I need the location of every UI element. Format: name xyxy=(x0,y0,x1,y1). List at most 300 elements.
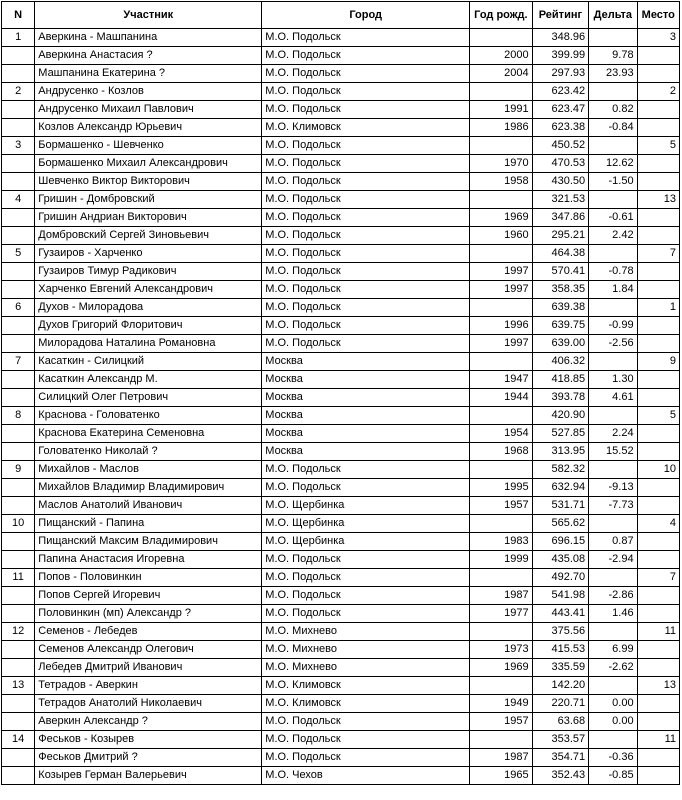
cell-place xyxy=(637,371,679,389)
cell-participant: Аверкин Александр ? xyxy=(35,713,262,731)
cell-rating: 565.62 xyxy=(532,515,589,533)
player-row xyxy=(2,659,680,677)
cell-place: 3 xyxy=(637,29,679,47)
player-row xyxy=(2,281,680,299)
cell-birth-year: 1995 xyxy=(470,479,533,497)
cell-place: 7 xyxy=(637,245,679,263)
cell-rating: 582.32 xyxy=(532,461,589,479)
cell-delta: 0.87 xyxy=(589,533,637,551)
cell-n xyxy=(2,317,35,335)
cell-birth-year: 2000 xyxy=(470,47,533,65)
cell-participant: Андрусенко - Козлов xyxy=(35,83,262,101)
cell-participant: Аверкина Анастасия ? xyxy=(35,47,262,65)
cell-city: М.О. Подольск xyxy=(262,245,470,263)
cell-delta: 12.62 xyxy=(589,155,637,173)
cell-delta xyxy=(589,677,637,695)
cell-city: М.О. Подольск xyxy=(262,263,470,281)
player-row xyxy=(2,479,680,497)
cell-birth-year: 1968 xyxy=(470,443,533,461)
player-row xyxy=(2,173,680,191)
cell-n: 11 xyxy=(2,569,35,587)
cell-participant: Гузаиров - Харченко xyxy=(35,245,262,263)
cell-city: Москва xyxy=(262,407,470,425)
cell-city: М.О. Подольск xyxy=(262,227,470,245)
cell-n: 1 xyxy=(2,29,35,47)
cell-participant: Феськов - Козырев xyxy=(35,731,262,749)
cell-place: 7 xyxy=(637,569,679,587)
cell-n: 9 xyxy=(2,461,35,479)
cell-place: 5 xyxy=(637,407,679,425)
player-row xyxy=(2,101,680,119)
cell-city: М.О. Подольск xyxy=(262,29,470,47)
cell-participant: Тетрадов Анатолий Николаевич xyxy=(35,695,262,713)
player-row xyxy=(2,767,680,785)
cell-delta xyxy=(589,515,637,533)
cell-place xyxy=(637,659,679,677)
team-row xyxy=(2,83,680,101)
table-body xyxy=(2,29,680,785)
cell-city: М.О. Подольск xyxy=(262,587,470,605)
cell-participant: Маслов Анатолий Иванович xyxy=(35,497,262,515)
cell-rating: 375.56 xyxy=(532,623,589,641)
cell-delta xyxy=(589,137,637,155)
cell-n xyxy=(2,263,35,281)
cell-city: М.О. Подольск xyxy=(262,281,470,299)
cell-rating: 527.85 xyxy=(532,425,589,443)
cell-place xyxy=(637,713,679,731)
cell-rating: 358.35 xyxy=(532,281,589,299)
cell-n xyxy=(2,173,35,191)
cell-delta: -2.56 xyxy=(589,335,637,353)
cell-city: М.О. Подольск xyxy=(262,605,470,623)
cell-place xyxy=(637,749,679,767)
cell-n xyxy=(2,227,35,245)
cell-delta xyxy=(589,569,637,587)
cell-n xyxy=(2,119,35,137)
cell-delta xyxy=(589,299,637,317)
cell-birth-year: 1954 xyxy=(470,425,533,443)
cell-n xyxy=(2,605,35,623)
cell-birth-year xyxy=(470,353,533,371)
cell-birth-year: 1987 xyxy=(470,749,533,767)
cell-place xyxy=(637,497,679,515)
player-row xyxy=(2,695,680,713)
cell-place xyxy=(637,425,679,443)
player-row xyxy=(2,587,680,605)
cell-city: М.О. Подольск xyxy=(262,65,470,83)
cell-birth-year xyxy=(470,461,533,479)
cell-rating: 354.71 xyxy=(532,749,589,767)
cell-n xyxy=(2,371,35,389)
cell-city: Москва xyxy=(262,389,470,407)
player-row xyxy=(2,641,680,659)
cell-rating: 632.94 xyxy=(532,479,589,497)
cell-city: М.О. Климовск xyxy=(262,695,470,713)
cell-rating: 63.68 xyxy=(532,713,589,731)
team-row xyxy=(2,353,680,371)
cell-birth-year: 1944 xyxy=(470,389,533,407)
cell-rating: 313.95 xyxy=(532,443,589,461)
player-row xyxy=(2,713,680,731)
cell-place xyxy=(637,767,679,785)
team-row xyxy=(2,191,680,209)
cell-participant: Бормашенко - Шевченко xyxy=(35,137,262,155)
cell-birth-year: 1973 xyxy=(470,641,533,659)
cell-place xyxy=(637,155,679,173)
header-n: N xyxy=(2,2,35,29)
cell-participant: Силицкий Олег Петрович xyxy=(35,389,262,407)
cell-birth-year: 1977 xyxy=(470,605,533,623)
cell-n: 5 xyxy=(2,245,35,263)
cell-rating: 541.98 xyxy=(532,587,589,605)
cell-rating: 415.53 xyxy=(532,641,589,659)
cell-rating: 393.78 xyxy=(532,389,589,407)
cell-city: Москва xyxy=(262,371,470,389)
cell-birth-year: 1996 xyxy=(470,317,533,335)
team-row xyxy=(2,299,680,317)
cell-delta: -0.78 xyxy=(589,263,637,281)
cell-place xyxy=(637,335,679,353)
cell-participant: Касаткин Александр М. xyxy=(35,371,262,389)
cell-participant: Андрусенко Михаил Павлович xyxy=(35,101,262,119)
cell-delta xyxy=(589,461,637,479)
player-row xyxy=(2,263,680,281)
cell-delta: -9.13 xyxy=(589,479,637,497)
cell-birth-year: 1965 xyxy=(470,767,533,785)
cell-birth-year: 1957 xyxy=(470,497,533,515)
cell-city: М.О. Чехов xyxy=(262,767,470,785)
cell-city: М.О. Подольск xyxy=(262,461,470,479)
cell-city: М.О. Подольск xyxy=(262,83,470,101)
cell-place xyxy=(637,173,679,191)
cell-city: М.О. Подольск xyxy=(262,101,470,119)
cell-n: 12 xyxy=(2,623,35,641)
cell-delta: -0.61 xyxy=(589,209,637,227)
cell-city: М.О. Подольск xyxy=(262,317,470,335)
cell-delta xyxy=(589,191,637,209)
player-row xyxy=(2,605,680,623)
cell-place xyxy=(637,587,679,605)
cell-delta: 4.61 xyxy=(589,389,637,407)
cell-city: Москва xyxy=(262,425,470,443)
cell-rating: 623.42 xyxy=(532,83,589,101)
cell-city: Москва xyxy=(262,353,470,371)
cell-participant: Пищанский Максим Владимирович xyxy=(35,533,262,551)
header-birth-year: Год рожд. xyxy=(470,2,533,29)
player-row xyxy=(2,227,680,245)
cell-city: М.О. Подольск xyxy=(262,569,470,587)
cell-n xyxy=(2,281,35,299)
cell-rating: 639.00 xyxy=(532,335,589,353)
cell-rating: 220.71 xyxy=(532,695,589,713)
cell-city: М.О. Михнево xyxy=(262,641,470,659)
cell-place xyxy=(637,641,679,659)
cell-participant: Гришин - Домбровский xyxy=(35,191,262,209)
cell-participant: Гузаиров Тимур Радикович xyxy=(35,263,262,281)
cell-n xyxy=(2,695,35,713)
player-row xyxy=(2,209,680,227)
cell-delta xyxy=(589,623,637,641)
player-row xyxy=(2,533,680,551)
cell-delta xyxy=(589,29,637,47)
cell-city: М.О. Щербинка xyxy=(262,515,470,533)
cell-place: 2 xyxy=(637,83,679,101)
cell-n xyxy=(2,389,35,407)
cell-birth-year xyxy=(470,83,533,101)
cell-n xyxy=(2,101,35,119)
team-row xyxy=(2,623,680,641)
cell-place xyxy=(637,65,679,83)
cell-birth-year: 1983 xyxy=(470,533,533,551)
cell-place xyxy=(637,101,679,119)
cell-n xyxy=(2,551,35,569)
player-row xyxy=(2,155,680,173)
cell-birth-year: 1947 xyxy=(470,371,533,389)
cell-participant: Головатенко Николай ? xyxy=(35,443,262,461)
cell-delta: -0.85 xyxy=(589,767,637,785)
cell-rating: 406.32 xyxy=(532,353,589,371)
cell-delta: 6.99 xyxy=(589,641,637,659)
cell-delta: -0.36 xyxy=(589,749,637,767)
cell-rating: 450.52 xyxy=(532,137,589,155)
cell-delta xyxy=(589,407,637,425)
header-row xyxy=(2,2,680,29)
cell-participant: Козырев Герман Валерьевич xyxy=(35,767,262,785)
team-row xyxy=(2,515,680,533)
team-row xyxy=(2,245,680,263)
cell-n xyxy=(2,425,35,443)
player-row xyxy=(2,65,680,83)
cell-birth-year: 1991 xyxy=(470,101,533,119)
cell-delta: 23.93 xyxy=(589,65,637,83)
cell-participant: Касаткин - Силицкий xyxy=(35,353,262,371)
cell-participant: Аверкина - Машпанина xyxy=(35,29,262,47)
cell-city: М.О. Михнево xyxy=(262,623,470,641)
cell-place xyxy=(637,479,679,497)
cell-birth-year xyxy=(470,623,533,641)
cell-participant: Милорадова Наталина Романовна xyxy=(35,335,262,353)
cell-city: М.О. Подольск xyxy=(262,47,470,65)
player-row xyxy=(2,317,680,335)
cell-rating: 399.99 xyxy=(532,47,589,65)
cell-delta: -0.99 xyxy=(589,317,637,335)
cell-place xyxy=(637,263,679,281)
cell-n: 8 xyxy=(2,407,35,425)
cell-birth-year: 1960 xyxy=(470,227,533,245)
cell-delta xyxy=(589,245,637,263)
cell-participant: Гришин Андриан Викторович xyxy=(35,209,262,227)
cell-city: М.О. Подольск xyxy=(262,749,470,767)
cell-n xyxy=(2,659,35,677)
cell-rating: 297.93 xyxy=(532,65,589,83)
header-rating: Рейтинг xyxy=(532,2,589,29)
cell-birth-year: 1957 xyxy=(470,713,533,731)
cell-participant: Шевченко Виктор Викторович xyxy=(35,173,262,191)
cell-rating: 348.96 xyxy=(532,29,589,47)
cell-birth-year: 1969 xyxy=(470,659,533,677)
cell-city: Москва xyxy=(262,443,470,461)
cell-participant: Попов Сергей Игоревич xyxy=(35,587,262,605)
player-row xyxy=(2,551,680,569)
cell-place: 10 xyxy=(637,461,679,479)
cell-city: М.О. Подольск xyxy=(262,713,470,731)
player-row xyxy=(2,47,680,65)
cell-place xyxy=(637,389,679,407)
player-row xyxy=(2,497,680,515)
cell-birth-year: 1997 xyxy=(470,335,533,353)
header-city: Город xyxy=(262,2,470,29)
cell-birth-year: 1999 xyxy=(470,551,533,569)
cell-participant: Пищанский - Папина xyxy=(35,515,262,533)
cell-n: 10 xyxy=(2,515,35,533)
cell-place: 4 xyxy=(637,515,679,533)
cell-birth-year xyxy=(470,137,533,155)
cell-rating: 420.90 xyxy=(532,407,589,425)
cell-rating: 531.71 xyxy=(532,497,589,515)
player-row xyxy=(2,443,680,461)
cell-rating: 295.21 xyxy=(532,227,589,245)
cell-participant: Михайлов - Маслов xyxy=(35,461,262,479)
header-delta: Дельта xyxy=(589,2,637,29)
cell-delta: -7.73 xyxy=(589,497,637,515)
cell-delta: 0.00 xyxy=(589,695,637,713)
cell-n xyxy=(2,443,35,461)
cell-city: М.О. Климовск xyxy=(262,677,470,695)
cell-participant: Лебедев Дмитрий Иванович xyxy=(35,659,262,677)
cell-delta: 2.42 xyxy=(589,227,637,245)
cell-place: 11 xyxy=(637,623,679,641)
cell-n xyxy=(2,209,35,227)
cell-city: М.О. Михнево xyxy=(262,659,470,677)
cell-place xyxy=(637,317,679,335)
cell-birth-year: 1986 xyxy=(470,119,533,137)
cell-delta xyxy=(589,83,637,101)
cell-rating: 352.43 xyxy=(532,767,589,785)
cell-n xyxy=(2,587,35,605)
player-row xyxy=(2,389,680,407)
player-row xyxy=(2,425,680,443)
cell-delta: 9.78 xyxy=(589,47,637,65)
cell-birth-year: 1949 xyxy=(470,695,533,713)
cell-n: 4 xyxy=(2,191,35,209)
cell-participant: Козлов Александр Юрьевич xyxy=(35,119,262,137)
cell-birth-year: 1958 xyxy=(470,173,533,191)
cell-place xyxy=(637,119,679,137)
cell-birth-year xyxy=(470,191,533,209)
cell-n xyxy=(2,155,35,173)
cell-rating: 464.38 xyxy=(532,245,589,263)
cell-participant: Папина Анастасия Игоревна xyxy=(35,551,262,569)
cell-delta: 2.24 xyxy=(589,425,637,443)
cell-rating: 639.38 xyxy=(532,299,589,317)
cell-n xyxy=(2,479,35,497)
cell-birth-year: 1969 xyxy=(470,209,533,227)
cell-n: 14 xyxy=(2,731,35,749)
cell-participant: Семенов - Лебедев xyxy=(35,623,262,641)
team-row xyxy=(2,731,680,749)
cell-delta: -0.84 xyxy=(589,119,637,137)
cell-birth-year xyxy=(470,407,533,425)
cell-place: 9 xyxy=(637,353,679,371)
cell-delta xyxy=(589,353,637,371)
cell-city: М.О. Подольск xyxy=(262,155,470,173)
cell-birth-year xyxy=(470,515,533,533)
cell-birth-year: 2004 xyxy=(470,65,533,83)
cell-rating: 639.75 xyxy=(532,317,589,335)
cell-rating: 696.15 xyxy=(532,533,589,551)
cell-rating: 418.85 xyxy=(532,371,589,389)
cell-n: 2 xyxy=(2,83,35,101)
cell-place xyxy=(637,533,679,551)
cell-n: 7 xyxy=(2,353,35,371)
team-row xyxy=(2,407,680,425)
cell-birth-year xyxy=(470,731,533,749)
cell-city: М.О. Щербинка xyxy=(262,497,470,515)
team-row xyxy=(2,29,680,47)
cell-delta: 0.82 xyxy=(589,101,637,119)
cell-place: 11 xyxy=(637,731,679,749)
cell-delta: -1.50 xyxy=(589,173,637,191)
team-row xyxy=(2,677,680,695)
cell-place xyxy=(637,605,679,623)
cell-place: 5 xyxy=(637,137,679,155)
cell-participant: Семенов Александр Олегович xyxy=(35,641,262,659)
cell-delta: 1.46 xyxy=(589,605,637,623)
cell-place xyxy=(637,695,679,713)
cell-city: М.О. Подольск xyxy=(262,173,470,191)
cell-rating: 570.41 xyxy=(532,263,589,281)
cell-rating: 335.59 xyxy=(532,659,589,677)
cell-rating: 443.41 xyxy=(532,605,589,623)
cell-delta: -2.94 xyxy=(589,551,637,569)
cell-rating: 470.53 xyxy=(532,155,589,173)
cell-n xyxy=(2,497,35,515)
cell-rating: 492.70 xyxy=(532,569,589,587)
header-place: Место xyxy=(637,2,679,29)
cell-n xyxy=(2,713,35,731)
cell-delta: -2.86 xyxy=(589,587,637,605)
cell-place: 13 xyxy=(637,677,679,695)
player-row xyxy=(2,371,680,389)
cell-rating: 623.47 xyxy=(532,101,589,119)
player-row xyxy=(2,119,680,137)
cell-participant: Половинкин (мп) Александр ? xyxy=(35,605,262,623)
cell-n: 13 xyxy=(2,677,35,695)
cell-city: М.О. Подольск xyxy=(262,551,470,569)
cell-delta: 15.52 xyxy=(589,443,637,461)
cell-n xyxy=(2,47,35,65)
cell-city: М.О. Подольск xyxy=(262,209,470,227)
cell-birth-year xyxy=(470,569,533,587)
header-participant: Участник xyxy=(35,2,262,29)
cell-participant: Бормашенко Михаил Александрович xyxy=(35,155,262,173)
cell-n: 3 xyxy=(2,137,35,155)
cell-birth-year: 1970 xyxy=(470,155,533,173)
cell-n xyxy=(2,335,35,353)
cell-participant: Попов - Половинкин xyxy=(35,569,262,587)
cell-n xyxy=(2,767,35,785)
team-row xyxy=(2,137,680,155)
cell-city: М.О. Подольск xyxy=(262,191,470,209)
cell-delta: 1.84 xyxy=(589,281,637,299)
cell-city: М.О. Подольск xyxy=(262,731,470,749)
cell-rating: 623.38 xyxy=(532,119,589,137)
cell-participant: Тетрадов - Аверкин xyxy=(35,677,262,695)
cell-birth-year: 1997 xyxy=(470,263,533,281)
cell-city: М.О. Климовск xyxy=(262,119,470,137)
cell-rating: 430.50 xyxy=(532,173,589,191)
cell-rating: 353.57 xyxy=(532,731,589,749)
